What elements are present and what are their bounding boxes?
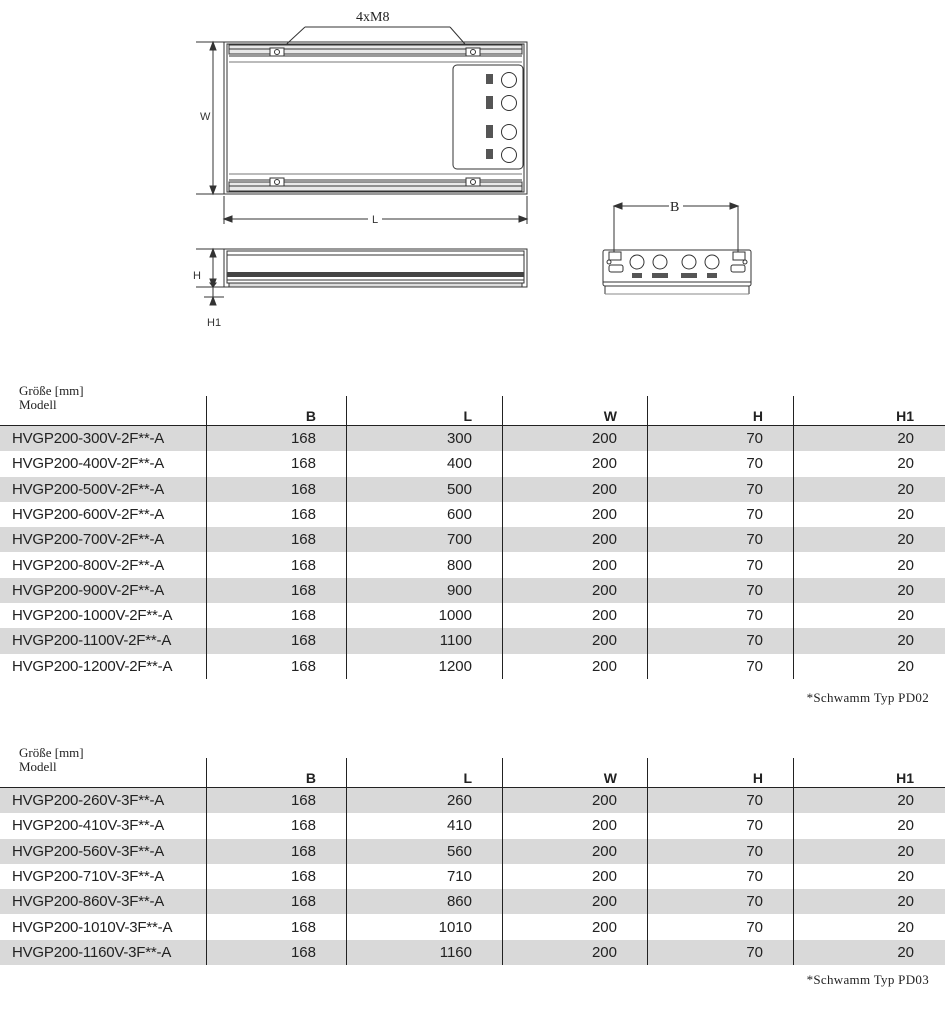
table-row [0, 915, 945, 940]
model-cell: HVGP200-1160V-3F**-A [12, 943, 172, 961]
value-cell-b: 168 [290, 581, 316, 599]
value-cell-h1: 20 [897, 867, 914, 885]
value-cell-b: 168 [290, 531, 316, 549]
end-view-drawing [603, 203, 751, 294]
value-cell-h: 70 [746, 867, 763, 885]
value-cell-b: 168 [290, 430, 316, 447]
table-header-row [0, 396, 945, 426]
value-cell-l: 600 [446, 505, 472, 523]
table-row [0, 578, 945, 603]
top-view-drawing [196, 27, 527, 224]
value-cell-w: 200 [591, 657, 617, 675]
value-cell-b: 168 [290, 893, 316, 911]
model-cell: HVGP200-400V-2F**-A [12, 455, 165, 473]
value-cell-h1: 20 [897, 505, 914, 523]
value-cell-h1: 20 [897, 581, 914, 599]
value-cell-h: 70 [746, 480, 763, 498]
column-divider [502, 758, 503, 965]
column-divider [346, 758, 347, 965]
value-cell-w: 200 [591, 893, 617, 911]
column-divider [206, 758, 207, 965]
thread-label: 4xM8 [356, 10, 390, 25]
value-cell-w: 200 [591, 430, 617, 447]
value-cell-b: 168 [290, 918, 316, 936]
value-cell-w: 200 [591, 455, 617, 473]
value-cell-h1: 20 [897, 817, 914, 835]
value-cell-b: 168 [290, 505, 316, 523]
value-cell-b: 168 [290, 842, 316, 860]
column-header-b: B [305, 408, 316, 424]
model-cell: HVGP200-1100V-2F**-A [12, 632, 172, 650]
model-cell: HVGP200-1000V-2F**-A [12, 607, 173, 625]
value-cell-l: 1010 [438, 918, 472, 936]
value-cell-w: 200 [591, 867, 617, 885]
value-cell-l: 1000 [438, 607, 472, 625]
value-cell-l: 900 [446, 581, 472, 599]
value-cell-l: 400 [446, 455, 472, 473]
column-header-l: L [463, 770, 472, 786]
value-cell-h: 70 [746, 581, 763, 599]
dim-h1-label: H1 [207, 317, 222, 329]
value-cell-h1: 20 [897, 531, 914, 549]
table-header-row [0, 758, 945, 788]
model-cell: HVGP200-1010V-3F**-A [12, 918, 173, 936]
model-cell: HVGP200-700V-2F**-A [12, 531, 165, 549]
table-row [0, 527, 945, 552]
column-header-l: L [463, 408, 472, 424]
model-cell: HVGP200-860V-3F**-A [12, 893, 165, 911]
column-header-h1: H1 [896, 770, 914, 786]
table-row [0, 628, 945, 653]
table-row [0, 477, 945, 502]
value-cell-h: 70 [746, 556, 763, 574]
value-cell-b: 168 [290, 792, 316, 809]
technical-drawings [0, 0, 945, 340]
table-row [0, 451, 945, 476]
value-cell-w: 200 [591, 943, 617, 961]
column-header-w: W [603, 408, 617, 424]
column-divider [346, 396, 347, 679]
value-cell-l: 710 [446, 867, 472, 885]
table-row [0, 654, 945, 679]
table-row [0, 553, 945, 578]
column-header-h: H [752, 770, 763, 786]
model-cell: HVGP200-800V-2F**-A [12, 556, 165, 574]
value-cell-h1: 20 [897, 842, 914, 860]
value-cell-h1: 20 [897, 455, 914, 473]
value-cell-b: 168 [290, 455, 316, 473]
value-cell-h: 70 [746, 430, 763, 447]
value-cell-h: 70 [746, 455, 763, 473]
value-cell-h1: 20 [897, 480, 914, 498]
value-cell-l: 500 [446, 480, 472, 498]
value-cell-h1: 20 [897, 430, 914, 447]
column-divider [647, 396, 648, 679]
dim-l-label: L [372, 214, 379, 226]
value-cell-h: 70 [746, 943, 763, 961]
table-row [0, 426, 945, 451]
side-view-drawing [196, 249, 527, 305]
table-row [0, 813, 945, 838]
value-cell-w: 200 [591, 505, 617, 523]
column-header-h1: H1 [896, 408, 914, 424]
dim-h-label: H [193, 270, 201, 282]
value-cell-h: 70 [746, 817, 763, 835]
table-row [0, 788, 945, 813]
size-unit-label: Größe [mm] [19, 383, 84, 398]
table-row [0, 502, 945, 527]
value-cell-l: 700 [446, 531, 472, 549]
column-divider [206, 396, 207, 679]
value-cell-h: 70 [746, 607, 763, 625]
model-cell: HVGP200-500V-2F**-A [12, 480, 165, 498]
size-unit-label: Größe [mm] [19, 745, 84, 760]
value-cell-l: 1100 [439, 632, 472, 650]
dim-w-label: W [200, 111, 211, 123]
value-cell-l: 300 [446, 430, 472, 447]
value-cell-b: 168 [290, 817, 316, 835]
value-cell-b: 168 [290, 867, 316, 885]
value-cell-h: 70 [746, 505, 763, 523]
value-cell-w: 200 [591, 817, 617, 835]
value-cell-h: 70 [746, 842, 763, 860]
value-cell-b: 168 [290, 556, 316, 574]
value-cell-w: 200 [591, 531, 617, 549]
value-cell-h1: 20 [897, 943, 914, 961]
table-row [0, 603, 945, 628]
value-cell-w: 200 [591, 842, 617, 860]
value-cell-b: 168 [290, 657, 316, 675]
model-cell: HVGP200-410V-3F**-A [12, 817, 165, 835]
value-cell-w: 200 [591, 792, 617, 809]
column-divider [502, 396, 503, 679]
value-cell-l: 1200 [438, 657, 472, 675]
value-cell-w: 200 [591, 480, 617, 498]
value-cell-h1: 20 [897, 556, 914, 574]
value-cell-l: 560 [446, 842, 472, 860]
model-cell: HVGP200-260V-3F**-A [12, 792, 165, 809]
value-cell-b: 168 [290, 607, 316, 625]
value-cell-w: 200 [591, 607, 617, 625]
column-header-b: B [305, 770, 316, 786]
table-row [0, 940, 945, 965]
value-cell-h: 70 [746, 792, 763, 809]
table-row [0, 889, 945, 914]
model-cell: HVGP200-900V-2F**-A [12, 581, 165, 599]
column-divider [647, 758, 648, 965]
value-cell-h1: 20 [897, 632, 914, 650]
value-cell-b: 168 [290, 480, 316, 498]
model-label: Modell [19, 759, 57, 774]
table-note-pd02: *Schwamm Typ PD02 [806, 690, 929, 705]
value-cell-w: 200 [591, 918, 617, 936]
value-cell-h: 70 [746, 657, 763, 675]
column-divider [793, 758, 794, 965]
value-cell-h1: 20 [897, 918, 914, 936]
value-cell-h: 70 [746, 893, 763, 911]
table-row [0, 839, 945, 864]
value-cell-w: 200 [591, 581, 617, 599]
value-cell-h1: 20 [897, 893, 914, 911]
value-cell-h1: 20 [897, 607, 914, 625]
value-cell-b: 168 [290, 943, 316, 961]
value-cell-l: 860 [446, 893, 472, 911]
value-cell-h: 70 [746, 531, 763, 549]
model-cell: HVGP200-300V-2F**-A [12, 430, 165, 447]
value-cell-h: 70 [746, 632, 763, 650]
value-cell-w: 200 [591, 632, 617, 650]
value-cell-l: 800 [446, 556, 472, 574]
model-cell: HVGP200-710V-3F**-A [12, 867, 165, 885]
value-cell-b: 168 [290, 632, 316, 650]
model-label: Modell [19, 397, 57, 412]
value-cell-l: 260 [446, 792, 472, 809]
column-divider [793, 396, 794, 679]
value-cell-w: 200 [591, 556, 617, 574]
value-cell-l: 1160 [439, 943, 472, 961]
table-note-pd03: *Schwamm Typ PD03 [806, 972, 929, 987]
model-cell: HVGP200-1200V-2F**-A [12, 657, 173, 675]
value-cell-h: 70 [746, 918, 763, 936]
column-header-h: H [752, 408, 763, 424]
value-cell-h1: 20 [897, 792, 914, 809]
dim-b-label: B [670, 200, 680, 215]
column-header-w: W [603, 770, 617, 786]
table-row [0, 864, 945, 889]
value-cell-h1: 20 [897, 657, 914, 675]
model-cell: HVGP200-560V-3F**-A [12, 842, 165, 860]
value-cell-l: 410 [446, 817, 472, 835]
model-cell: HVGP200-600V-2F**-A [12, 505, 165, 523]
